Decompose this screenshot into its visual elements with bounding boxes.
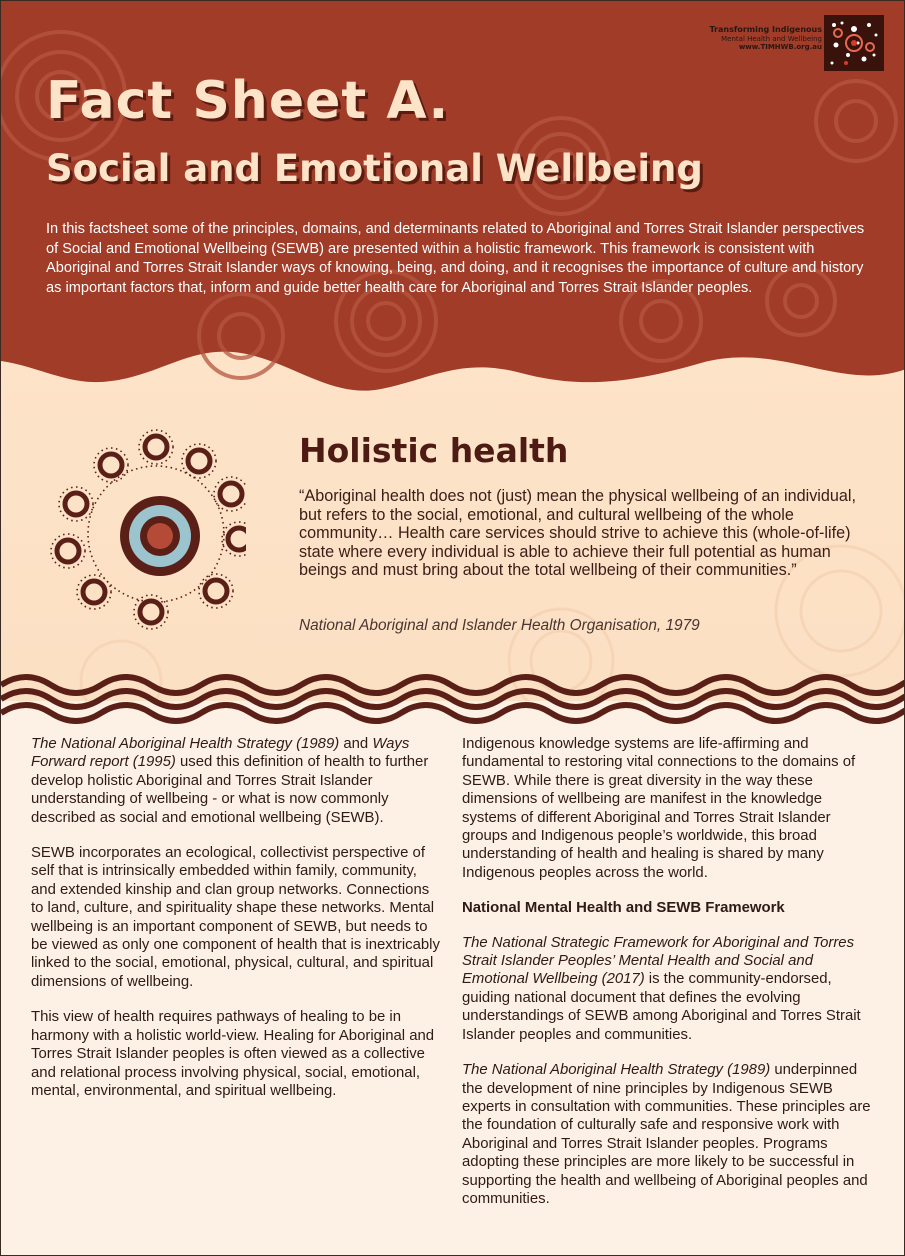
strategy-title: The National Aboriginal Health Strategy (1989): [462, 1062, 771, 1079]
page-title: Fact Sheet A.: [46, 71, 450, 131]
page-subtitle: Social and Emotional Wellbeing: [46, 147, 703, 190]
paragraph-text: is the community-endorsed, guiding national document that defines the evolving understandings of SEWB among Aboriginal and Torres Strait Islander peoples and communities.: [462, 971, 861, 1043]
left-column: [31, 735, 441, 1117]
organisation-block: [709, 25, 822, 51]
organisation-name-line1: Transforming Indigenous: [709, 25, 822, 34]
framework-title: The National Strategic Framework for Aboriginal and Torres Strait Islander Peoples’ Mental Health and Social and Emotional Wellbeing (2017): [462, 934, 855, 988]
intro-paragraph: In this factsheet some of the principles, domains, and determinants related to Aboriginal and Torres Strait Islander perspectives of Social and Emotional Wellbeing (SEWB) are presented within a holistic framework. This framework is consistent with Aboriginal and Torres Strait Islander ways of knowing, being, and doing, and it recognises the importance of culture and history as important factors that, inform and guide better health care for Aboriginal and Torres Strait Islander peoples.: [46, 221, 865, 296]
holistic-health-heading: Holistic health: [299, 431, 569, 470]
holistic-health-quote: “Aboriginal health does not (just) mean the physical wellbeing of an individual, but refers to the social, emotional, and cultural wellbeing of the whole community… Health care services should strive to achieve this (whole-of-life) state where every individual is able to achieve their full potential as human beings and must bring about the total wellbeing of their communities.”: [299, 487, 856, 580]
paragraph-text: used this definition of health to further develop holistic Aboriginal and Torres Strait Islander understanding of wellbeing - or what is now commonly described as social and emotional wellbeing (SEWB).: [31, 754, 429, 826]
right-column: [462, 735, 877, 1225]
header-background: [1, 1, 905, 391]
right-paragraph-3: [462, 1061, 877, 1208]
paragraph-text: underpinned the development of nine principles by Indigenous SEWB experts in consultation with communities. These principles are the foundation of culturally safe and responsive work with Aboriginal and Torres Strait Islander peoples. Programs adopting these principles are more likely to be successful in supporting the health and wellbeing of Aboriginal peoples and communities.: [462, 1062, 871, 1207]
concentric-circles-symbol-icon: [46, 429, 246, 637]
strategy-title: The National Aboriginal Health Strategy (1989): [31, 736, 340, 752]
left-paragraph-3: This view of health requires pathways of healing to be in harmony with a holistic world-view. Healing for Aboriginal and Torres Strait Islander peoples is often viewed as a collective and relational process involving physical, social, emotional, mental, environmental, and spiritual wellbeing.: [31, 1009, 435, 1099]
framework-heading: National Mental Health and SEWB Framework: [462, 900, 785, 917]
connector-text: and: [339, 736, 373, 752]
organisation-url[interactable]: www.TIMHWB.org.au: [738, 42, 822, 51]
right-paragraph-2: [462, 934, 877, 1044]
report-title: Ways Forward report (1995): [31, 736, 410, 771]
dot-art-logo-icon: [824, 15, 884, 71]
left-paragraph-2: SEWB incorporates an ecological, collectivist perspective of self that is intrinsically embedded within family, community, and extended kinship and clan group networks. Connections to land, culture, and spirituality shape these networks. Mental wellbeing is an important component of SEWB, but needs to be viewed as only one component of health that is inextricably linked to the social, emotional, physical, cultural, and spiritual dimensions of wellbeing.: [31, 845, 440, 990]
quote-source: National Aboriginal and Islander Health Organisation, 1979: [299, 617, 700, 634]
organisation-name-line2: Mental Health and Wellbeing: [721, 34, 822, 43]
right-paragraph-1: Indigenous knowledge systems are life-affirming and fundamental to restoring vital connections to the domains of SEWB. While there is great diversity in the way these dimensions of wellbeing are manifest in the knowledge systems of different Aboriginal and Torres Strait Islander groups and Indigenous people’s worldwide, this broad understanding of health and healing is shared by many Indigenous peoples across the world.: [462, 736, 856, 881]
left-paragraph-1: [31, 735, 441, 827]
